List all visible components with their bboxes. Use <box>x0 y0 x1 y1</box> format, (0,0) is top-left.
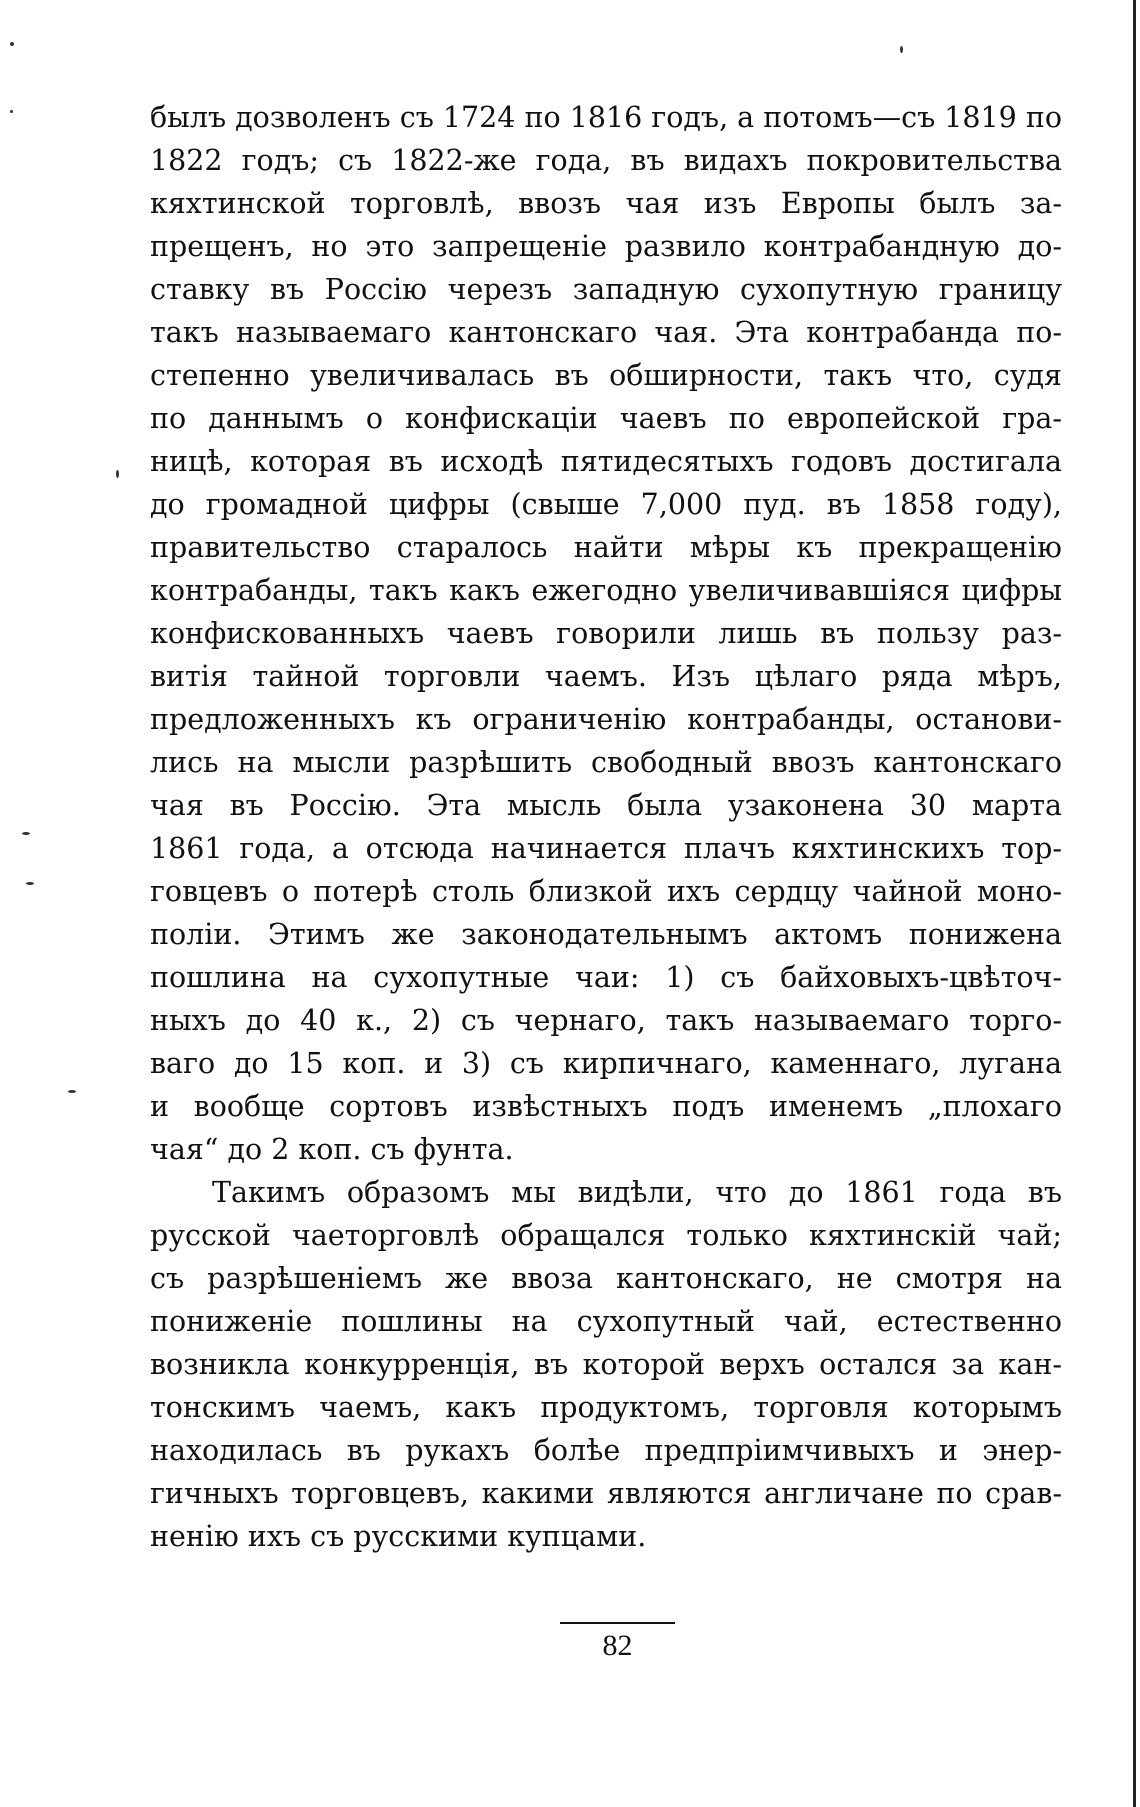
page-number: 82 <box>602 1629 633 1662</box>
scan-speck <box>26 882 34 885</box>
scan-speck <box>68 1090 76 1093</box>
text-line: возникла конкурренцiя, въ которой верхъ остался за кан- <box>150 1348 1062 1381</box>
text-line: конфискованныхъ чаевъ говорили лишь въ пользу раз- <box>150 617 1062 650</box>
text-line: витiя тайной торговли чаемъ. Изъ цѣлаго ряда мѣръ, <box>150 660 1062 693</box>
text-line: кяхтинской торговлѣ, ввозъ чая изъ Европы былъ за- <box>150 187 1062 220</box>
text-line: чая въ Россiю. Эта мысль была узаконена 30 марта <box>150 789 1062 822</box>
text-line: ваго до 15 коп. и 3) съ кирпичнаго, каменнаго, лугана <box>150 1047 1062 1080</box>
text-line: ненiю ихъ съ русскими купцами. <box>150 1520 647 1553</box>
text-line: гичныхъ торговцевъ, какими являются англичане по срав- <box>150 1477 1062 1510</box>
scan-speck <box>900 46 903 53</box>
text-line: съ разрѣшенiемъ же ввоза кантонскаго, не смотря на <box>150 1262 1062 1295</box>
text-line: предложенныхъ къ ограниченiю контрабанды, останови- <box>150 703 1062 736</box>
paragraph-1 <box>150 96 1062 1171</box>
text-line: ныхъ до 40 к., 2) съ чернаго, такъ называемаго торго- <box>150 1004 1062 1037</box>
text-line: тонскимъ чаемъ, какъ продуктомъ, торговля которымъ <box>150 1391 1062 1424</box>
text-line: ницѣ, которая въ исходѣ пятидесятыхъ годовъ достигала <box>150 445 1062 478</box>
text-line: былъ дозволенъ съ 1724 по 1816 годъ, а потомъ—съ 1819 по <box>150 101 1063 134</box>
text-line: находилась въ рукахъ болѣе предпрiимчивыхъ и энер- <box>150 1434 1062 1467</box>
text-line: полiи. Этимъ же законодательнымъ актомъ понижена <box>150 918 1062 951</box>
text-line: и вообще сортовъ извѣстныхъ подъ именемъ „плохаго <box>150 1090 1062 1123</box>
text-line: по даннымъ о конфискацiи чаевъ по европейской гра- <box>150 402 1062 435</box>
paragraph-2 <box>150 1171 1062 1558</box>
scan-speck <box>116 470 119 478</box>
scan-speck <box>10 42 14 46</box>
text-line: ставку въ Россiю черезъ западную сухопутную границу <box>150 273 1062 306</box>
main-text <box>150 96 1062 1558</box>
text-line: Такимъ образомъ мы видѣли, что до 1861 года въ <box>212 1176 1062 1209</box>
page-edge-line <box>1133 0 1136 1807</box>
text-line: контрабанды, такъ какъ ежегодно увеличивавшiяся цифры <box>150 574 1062 607</box>
text-line: чая“ до 2 коп. съ фунта. <box>150 1133 514 1166</box>
text-line: говцевъ о потерѣ столь близкой ихъ сердцу чайной моно- <box>150 875 1062 908</box>
text-line: 1822 годъ; съ 1822-же года, въ видахъ покровительства <box>150 144 1062 177</box>
text-line: 1861 года, а отсюда начинается плачъ кяхтинскихъ тор- <box>150 832 1062 865</box>
scan-speck <box>10 110 13 113</box>
text-line: пониженiе пошлины на сухопутный чай, естественно <box>150 1305 1062 1338</box>
text-line: пошлина на сухопутные чаи: 1) съ байховыхъ-цвѣточ- <box>150 961 1062 994</box>
text-line: до громадной цифры (свыше 7,000 пуд. въ 1858 году), <box>150 488 1062 521</box>
text-line: степенно увеличивалась въ обширности, такъ что, судя <box>150 359 1062 392</box>
text-line: правительство старалось найти мѣры къ прекращенiю <box>150 531 1062 564</box>
text-line: прещенъ, но это запрещенiе развило контрабандную до- <box>150 230 1062 263</box>
footer-rule <box>560 1622 675 1624</box>
text-line: такъ называемаго кантонскаго чая. Эта контрабанда по- <box>150 316 1062 349</box>
text-line: лись на мысли разрѣшить свободный ввозъ кантонскаго <box>150 746 1062 779</box>
text-line: русской чаеторговлѣ обращался только кяхтинскiй чай; <box>150 1219 1062 1252</box>
scan-speck <box>22 832 30 835</box>
